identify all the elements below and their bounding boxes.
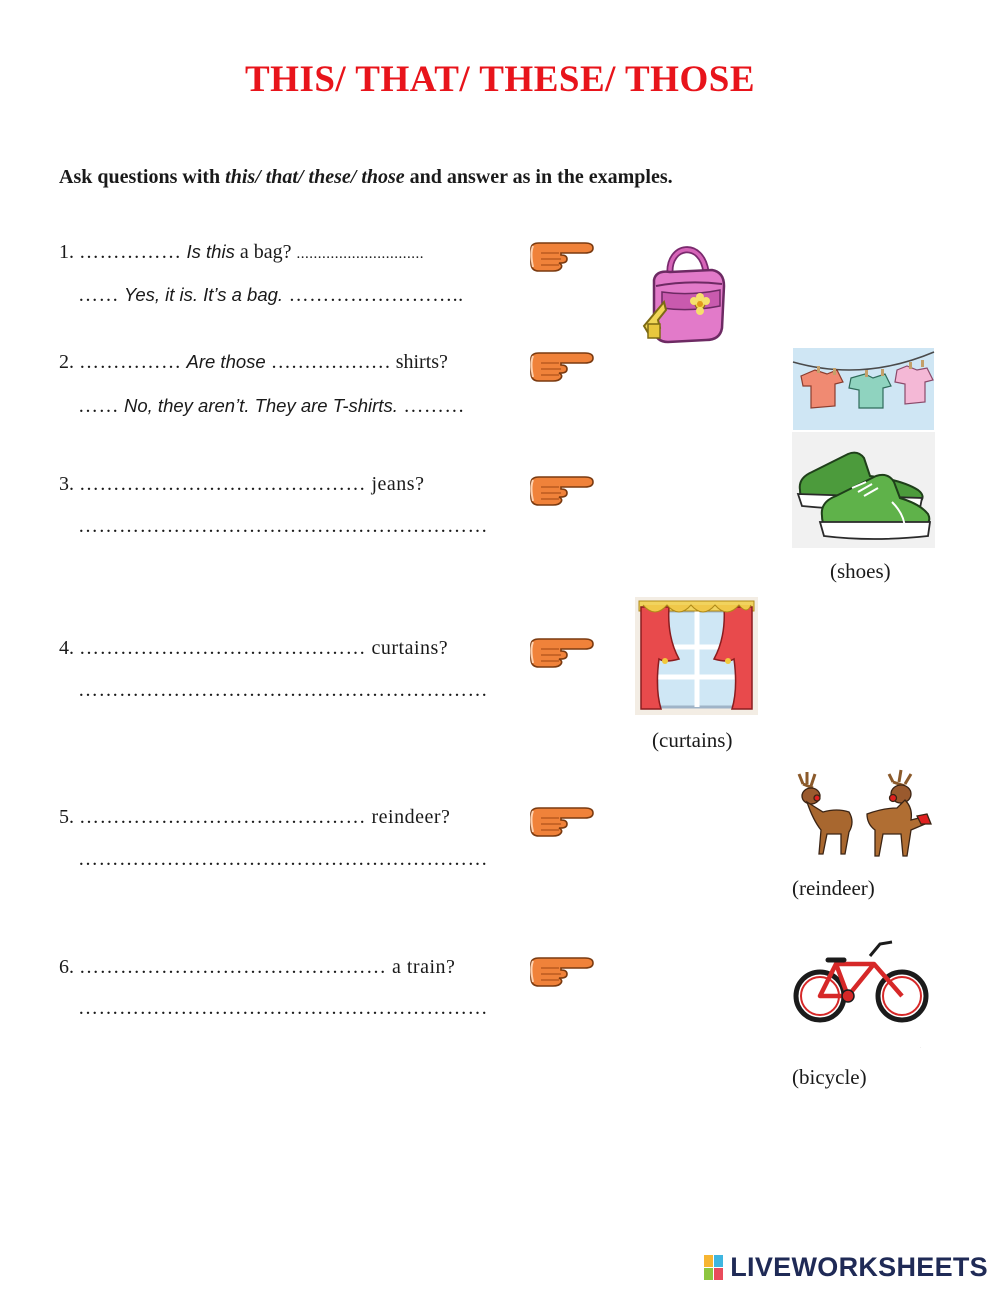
item-number: 2. [59,351,74,373]
instructions [59,166,673,189]
item-number: 5. [59,806,74,828]
pointing-hand-icon [527,633,597,669]
liveworksheets-logo-icon [704,1255,726,1281]
item-number: 6. [59,956,74,978]
pointing-hand-icon [527,802,597,838]
example-text: Are those [186,351,266,372]
page-title: THIS/ THAT/ THESE/ THOSE [244,59,756,100]
question-5 [59,806,450,829]
question-text: ……………… shirts? [265,351,448,373]
instruction-keywords: this/ that/ these/ those [225,166,405,188]
question-text: a bag? [234,241,297,263]
answer-blank[interactable]: …………… [79,241,182,263]
item-number: 4. [59,637,74,659]
pointing-hand-icon [527,237,597,273]
reindeer-icon [793,768,933,862]
answer-blank[interactable]: .............................. [296,246,424,262]
example-text: Is this [186,241,235,262]
example-text: Yes, it is. It’s a bag. [124,284,284,305]
question-1 [59,241,424,264]
image-caption: (shoes) [830,559,891,583]
answer-1 [78,284,464,307]
answer-blank[interactable]: ……… [397,395,465,417]
logo-text: LIVEWORKSHEETS [730,1252,988,1282]
answer-line-5[interactable]: …………………………………………………… [78,848,488,870]
image-caption: (reindeer) [792,876,875,900]
answer-blank[interactable]: …… [78,284,119,306]
question-4 [59,637,448,660]
tshirts-clothesline-icon [793,348,934,430]
instruction-text: Ask questions with [59,166,226,188]
pointing-hand-icon [527,952,597,988]
item-number: 3. [59,473,74,495]
answer-line-6[interactable]: …………………………………………………… [78,997,488,1019]
answer-2 [78,395,465,418]
instruction-text-end: and answer as in the examples. [404,166,673,188]
question-6 [59,956,455,979]
question-text[interactable]: …………………………………… curtains? [79,637,449,659]
answer-line-4[interactable]: …………………………………………………… [78,679,488,701]
question-text[interactable]: …………………………………… jeans? [79,473,425,495]
answer-blank[interactable]: …………………….. [283,284,464,306]
image-caption: (curtains) [652,728,733,752]
answer-blank[interactable]: …… [78,395,119,417]
item-number: 1. [59,241,74,263]
curtains-window-icon [635,597,758,715]
pointing-hand-icon [527,471,597,507]
question-2 [59,351,448,374]
svg-text:.: . [920,1044,922,1049]
liveworksheets-logo[interactable] [704,1252,988,1283]
question-3 [59,473,424,496]
question-text[interactable]: ……………………………………… a train? [79,956,456,978]
image-caption: (bicycle) [792,1065,867,1089]
shoes-icon [792,432,935,548]
question-text[interactable]: …………………………………… reindeer? [79,806,451,828]
bicycle-icon [790,936,932,1052]
answer-line-3[interactable]: …………………………………………………… [78,515,488,537]
pointing-hand-icon [527,347,597,383]
handbag-icon [640,236,728,348]
example-text: No, they aren’t. They are T-shirts. [124,395,398,416]
answer-blank[interactable]: …………… [79,351,182,373]
